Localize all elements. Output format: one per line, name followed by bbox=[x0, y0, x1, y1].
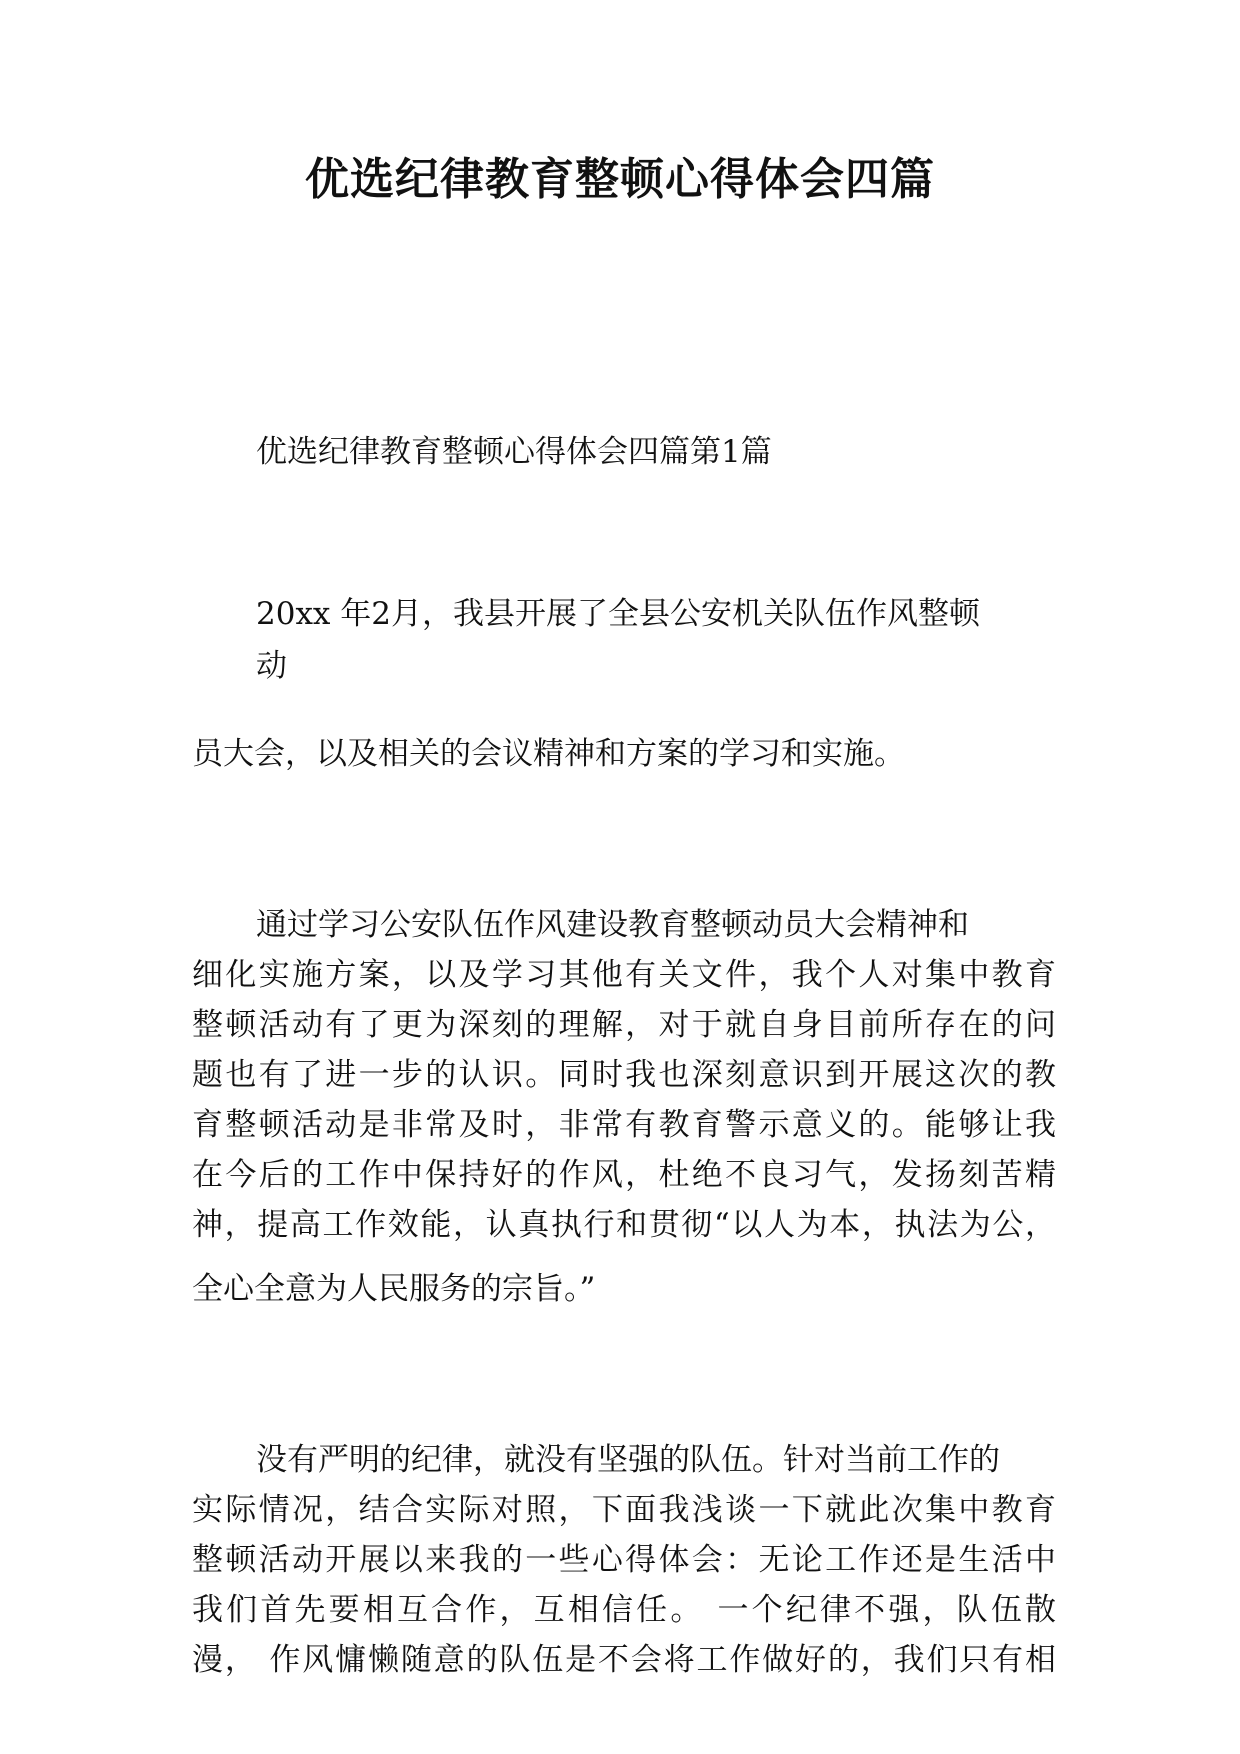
paragraph-3-line: 实际情况，结合实际对照，下面我浅谈一下就此次集中教育 bbox=[192, 1492, 1056, 1528]
section-heading: 优选纪律教育整顿心得体会四篇第1篇 bbox=[256, 434, 772, 470]
paragraph-3-line: 漫， 作风慵懒随意的队伍是不会将工作做好的，我们只有相 bbox=[192, 1642, 1056, 1678]
paragraph-2-line: 育整顿活动是非常及时，非常有教育警示意义的。能够让我 bbox=[192, 1107, 1056, 1143]
paragraph-2-line: 细化实施方案，以及学习其他有关文件，我个人对集中教育 bbox=[192, 957, 1056, 993]
paragraph-2-line: 通过学习公安队伍作风建设教育整顿动员大会精神和 bbox=[256, 907, 969, 943]
paragraph-3-line: 没有严明的纪律，就没有坚强的队伍。针对当前工作的 bbox=[256, 1442, 1000, 1478]
paragraph-3-line: 我们首先要相互合作，互相信任。 一个纪律不强，队伍散 bbox=[192, 1592, 1056, 1628]
paragraph-1-line-2: 动 bbox=[256, 648, 287, 684]
paragraph-1-line-1: 20xx 年2月，我县开展了全县公安机关队伍作风整顿 bbox=[256, 596, 980, 632]
paragraph-3-line: 整顿活动开展以来我的一些心得体会：无论工作还是生活中 bbox=[192, 1542, 1056, 1578]
paragraph-2-line: 神，提高工作效能，认真执行和贯彻“以人为本，执法为公， bbox=[192, 1207, 1056, 1243]
paragraph-2-line: 题也有了进一步的认识。同时我也深刻意识到开展这次的教 bbox=[192, 1057, 1056, 1093]
paragraph-2-line: 整顿活动有了更为深刻的理解，对于就自身目前所存在的问 bbox=[192, 1007, 1056, 1043]
paragraph-1-line-3: 员大会，以及相关的会议精神和方案的学习和实施。 bbox=[192, 736, 905, 772]
document-title: 优选纪律教育整顿心得体会四篇 bbox=[305, 154, 935, 205]
paragraph-2-line: 在今后的工作中保持好的作风，杜绝不良习气，发扬刻苦精 bbox=[192, 1157, 1056, 1193]
paragraph-2-line: 全心全意为人民服务的宗旨。” bbox=[192, 1271, 596, 1307]
